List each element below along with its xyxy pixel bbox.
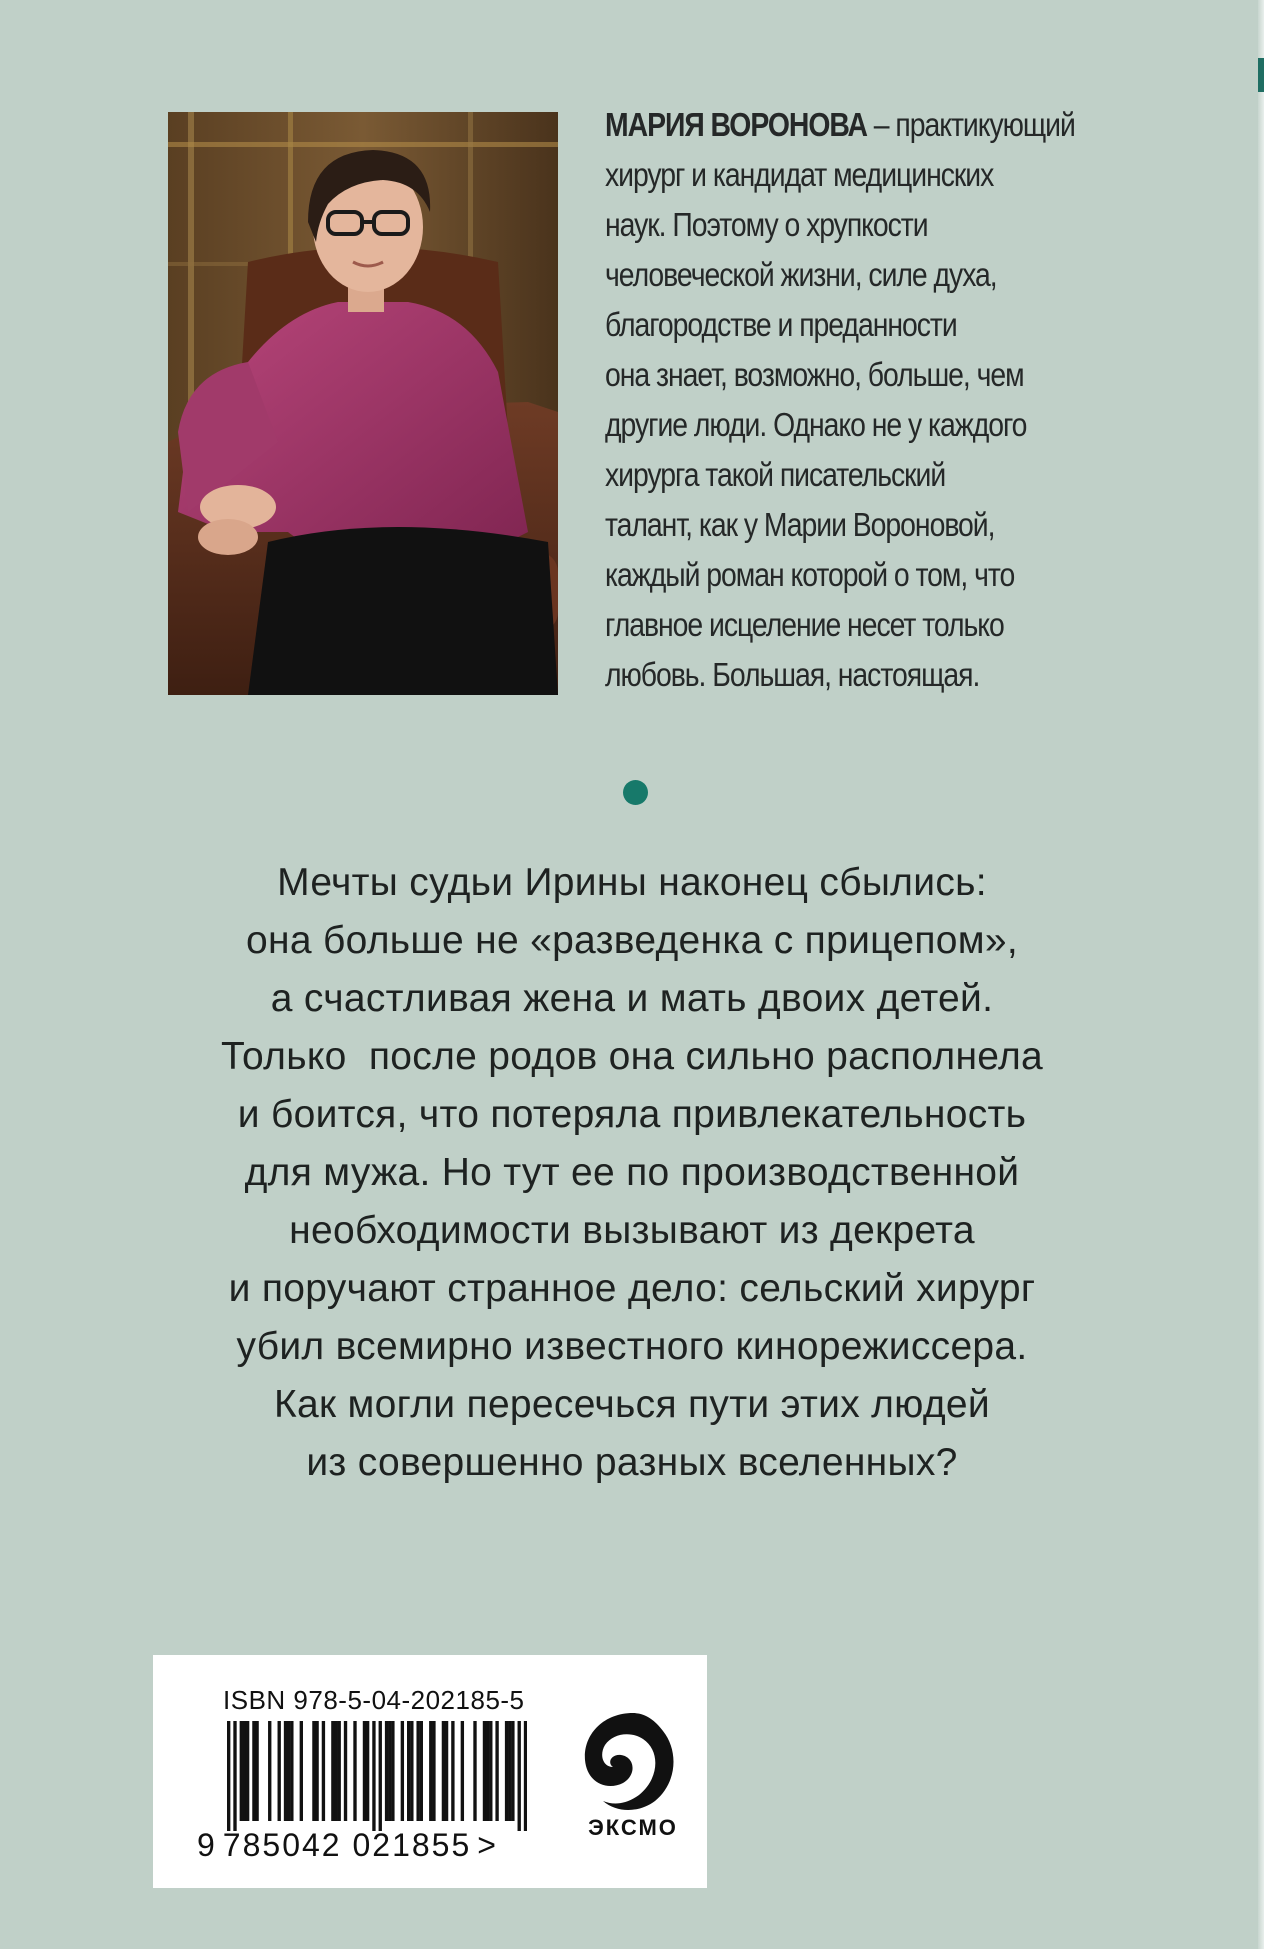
annotation-line: из совершенно разных вселенных? [306,1441,958,1484]
author-name: МАРИЯ ВОРОНОВА [605,106,867,143]
barcode-bar [372,1721,375,1831]
barcode-bar [315,1721,318,1821]
isbn-label: ISBN 978-5-04-202185-5 [223,1685,525,1715]
barcode-bar [495,1721,498,1821]
barcode-bar [312,1721,315,1821]
annotation-line: а счастливая жена и мать двоих детей. [270,977,994,1020]
barcode-bar [489,1721,492,1821]
barcode-bar [518,1721,521,1831]
barcode-bar [243,1721,246,1821]
barcode-trail-mark: > [477,1827,498,1863]
barcode-panel [153,1655,707,1888]
barcode-bar [524,1721,527,1831]
bio-line-first [605,100,1075,150]
barcode-bar [300,1721,303,1821]
barcode-bar [391,1721,394,1821]
barcode-bar [338,1721,341,1821]
barcode-bar [410,1721,413,1821]
bio-line: наук. Поэтому о хрупкости [605,206,928,243]
barcode-bar [451,1721,454,1821]
annotation-line: для мужа. Но тут ее по производственной [244,1151,1020,1194]
book-annotation [0,854,1264,1492]
bio-line: талант, как у Марии Вороновой, [605,506,995,543]
barcode-digits [197,1827,498,1864]
author-bio [605,100,1125,700]
barcode-bar [511,1721,514,1821]
bio-line: другие люди. Однако не у каждого [605,406,1027,443]
bio-line: любовь. Большая, настоящая. [605,656,980,693]
barcode-group-2: 021855 [352,1827,472,1863]
barcode-bar [290,1721,293,1821]
barcode-bar [287,1721,290,1821]
barcode-lead-digit: 9 [197,1827,217,1863]
barcode-bars [227,1721,527,1831]
barcode-bar [353,1721,356,1821]
annotation-line: она больше не «разведенка с прицепом», [246,919,1018,962]
bio-line: каждый роман которой о том, что [605,556,1015,593]
barcode-bar [278,1721,281,1821]
annotation-line: и поручают странное дело: сельский хирург [228,1267,1036,1310]
barcode-bar [366,1721,369,1821]
barcode-bar [505,1721,508,1821]
edge-tick [1258,58,1264,92]
barcode-bar [385,1721,388,1821]
annotation-line: Мечты судьи Ирины наконец сбылись: [277,861,987,904]
barcode-bar [233,1721,236,1831]
barcode-bar [483,1721,486,1821]
barcode-bar [284,1721,287,1821]
barcode-bar [407,1721,410,1821]
barcode-bar [252,1721,255,1821]
barcode-bar [246,1721,249,1821]
barcode-bar [240,1721,243,1821]
barcode-bar [416,1721,419,1821]
annotation-line: Как могли пересечься пути этих людей [273,1383,991,1426]
barcode-bar [227,1721,230,1831]
bio-line: благородстве и преданности [605,306,957,343]
barcode-bar [255,1721,258,1821]
barcode-bar [508,1721,511,1821]
barcode-group-1: 785042 [222,1827,342,1863]
barcode-bar [322,1721,325,1821]
barcode-bar [486,1721,489,1821]
barcode-bar [268,1721,271,1821]
annotation-line: убил всемирно известного кинорежиссера. [236,1325,1028,1368]
barcode-bar [379,1721,382,1831]
barcode-bar [401,1721,404,1821]
barcode-bar [420,1721,423,1821]
bio-line: главное исцеление несет только [605,606,1004,643]
bio-first-line-rest: – практикующий [866,106,1075,143]
barcode-bar [334,1721,337,1821]
divider-dot [623,780,648,805]
barcode-bar [445,1721,448,1821]
barcode-bar [473,1721,476,1821]
annotation-line: необходимости вызывают из декрета [289,1209,975,1252]
barcode-bar [429,1721,432,1821]
barcode-bar [363,1721,366,1821]
bio-line: она знает, возможно, больше, чем [605,356,1024,393]
annotation-line: и боится, что потеряла привлекательность [237,1093,1027,1136]
publisher-name: ЭКСМО [588,1815,678,1840]
bio-line: хирурга такой писательский [605,456,946,493]
annotation-line: Только после родов она сильно располнела [220,1035,1044,1078]
author-photo [168,112,558,695]
bio-line: хирург и кандидат медицинских [605,156,994,193]
barcode-bar [432,1721,435,1821]
barcode-bar [344,1721,347,1821]
barcode-bar [331,1721,334,1821]
barcode-bar [442,1721,445,1821]
barcode-bar [388,1721,391,1821]
bio-line: человеческой жизни, силе духа, [605,256,997,293]
barcode-bar [461,1721,464,1821]
